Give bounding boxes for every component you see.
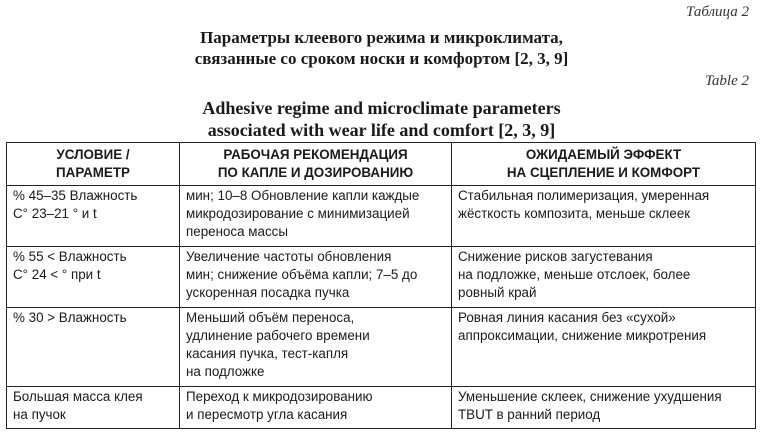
- cell-effect: [452, 247, 756, 308]
- title-ru-line: Параметры клеевого режима и микроклимата,: [200, 28, 563, 47]
- table-row: [7, 387, 756, 429]
- cell-recommendation: [180, 247, 452, 308]
- cell-recommendation: [180, 186, 452, 247]
- table-title-ru: [0, 27, 763, 69]
- cell-line: C° 24 < ° при t: [13, 267, 101, 282]
- cell-effect: [452, 186, 756, 247]
- header-row: [7, 143, 756, 186]
- cell-line: % 45–35 Влажность: [13, 188, 138, 203]
- header-line: УСЛОВИЕ /: [56, 147, 130, 162]
- header-effect: [452, 143, 756, 186]
- cell-line: % 30 > Влажность: [13, 310, 127, 325]
- table-row: [7, 247, 756, 308]
- cell-recommendation: [180, 308, 452, 387]
- cell-line: мин; 10–8 Обновление капли каждые: [186, 188, 420, 203]
- cell-line: ровный край: [458, 285, 537, 300]
- cell-effect: [452, 308, 756, 387]
- cell-line: Большая масса клея: [13, 389, 143, 404]
- cell-line: касания пучка, тест-капля: [186, 346, 349, 361]
- cell-line: переноса массы: [186, 224, 288, 239]
- cell-condition: [7, 247, 180, 308]
- cell-condition: [7, 186, 180, 247]
- cell-recommendation: [180, 387, 452, 429]
- table-label-ru: Таблица 2: [686, 4, 749, 20]
- cell-line: на подложке, меньше отслоек, более: [458, 267, 691, 282]
- table-label-en: Table 2: [704, 73, 749, 89]
- header-line: НА СЦЕПЛЕНИЕ И КОМФОРТ: [506, 165, 701, 180]
- title-en-line: Adhesive regime and microclimate parameters: [202, 98, 561, 118]
- title-en-line: associated with wear life and comfort [2, 3, 9]: [207, 120, 556, 140]
- header-line: ПО КАПЛЕ И ДОЗИРОВАНИЮ: [217, 165, 414, 180]
- cell-condition: [7, 308, 180, 387]
- header-line: РАБОЧАЯ РЕКОМЕНДАЦИЯ: [223, 147, 408, 162]
- cell-line: ускоренная посадка пучка: [186, 285, 350, 300]
- header-recommendation: [180, 143, 452, 186]
- cell-line: TBUT в ранний период: [458, 407, 601, 422]
- cell-line: Стабильная полимеризация, умеренная: [458, 188, 710, 203]
- header-line: ОЖИДАЕМЫЙ ЭФФЕКТ: [525, 147, 682, 162]
- cell-line: на пучок: [13, 407, 66, 422]
- cell-line: C° 23–21 ° и t: [13, 206, 97, 221]
- parameters-table: [6, 142, 756, 429]
- cell-line: % 55 < Влажность: [13, 249, 127, 264]
- cell-line: Ровная линия касания без «сухой»: [458, 310, 676, 325]
- cell-line: Увеличение частоты обновления: [186, 249, 392, 264]
- cell-line: Снижение рисков загустевания: [458, 249, 653, 264]
- title-ru-line: связанные со сроком носки и комфортом [2, 3, 9]: [194, 49, 569, 68]
- cell-line: Уменьшение склеек, снижение ухудшения: [458, 389, 722, 404]
- cell-line: жёсткость композита, меньше склеек: [458, 206, 691, 221]
- cell-line: Переход к микродозированию: [186, 389, 373, 404]
- cell-line: удлинение рабочего времени: [186, 328, 370, 343]
- cell-effect: [452, 387, 756, 429]
- table-row: [7, 186, 756, 247]
- header-line: ПАРАМЕТР: [56, 165, 130, 180]
- cell-line: Меньший объём переноса,: [186, 310, 355, 325]
- table-title-en: [0, 97, 763, 141]
- cell-line: аппроксимации, снижение микротрения: [458, 328, 707, 343]
- cell-condition: [7, 387, 180, 429]
- cell-line: и пересмотр угла касания: [186, 407, 348, 422]
- cell-line: на подложке: [186, 364, 265, 379]
- cell-line: мин; снижение объёма капли; 7–5 до: [186, 267, 418, 282]
- cell-line: микродозирование с минимизацией: [186, 206, 410, 221]
- table-row: [7, 308, 756, 387]
- header-condition: [7, 143, 180, 186]
